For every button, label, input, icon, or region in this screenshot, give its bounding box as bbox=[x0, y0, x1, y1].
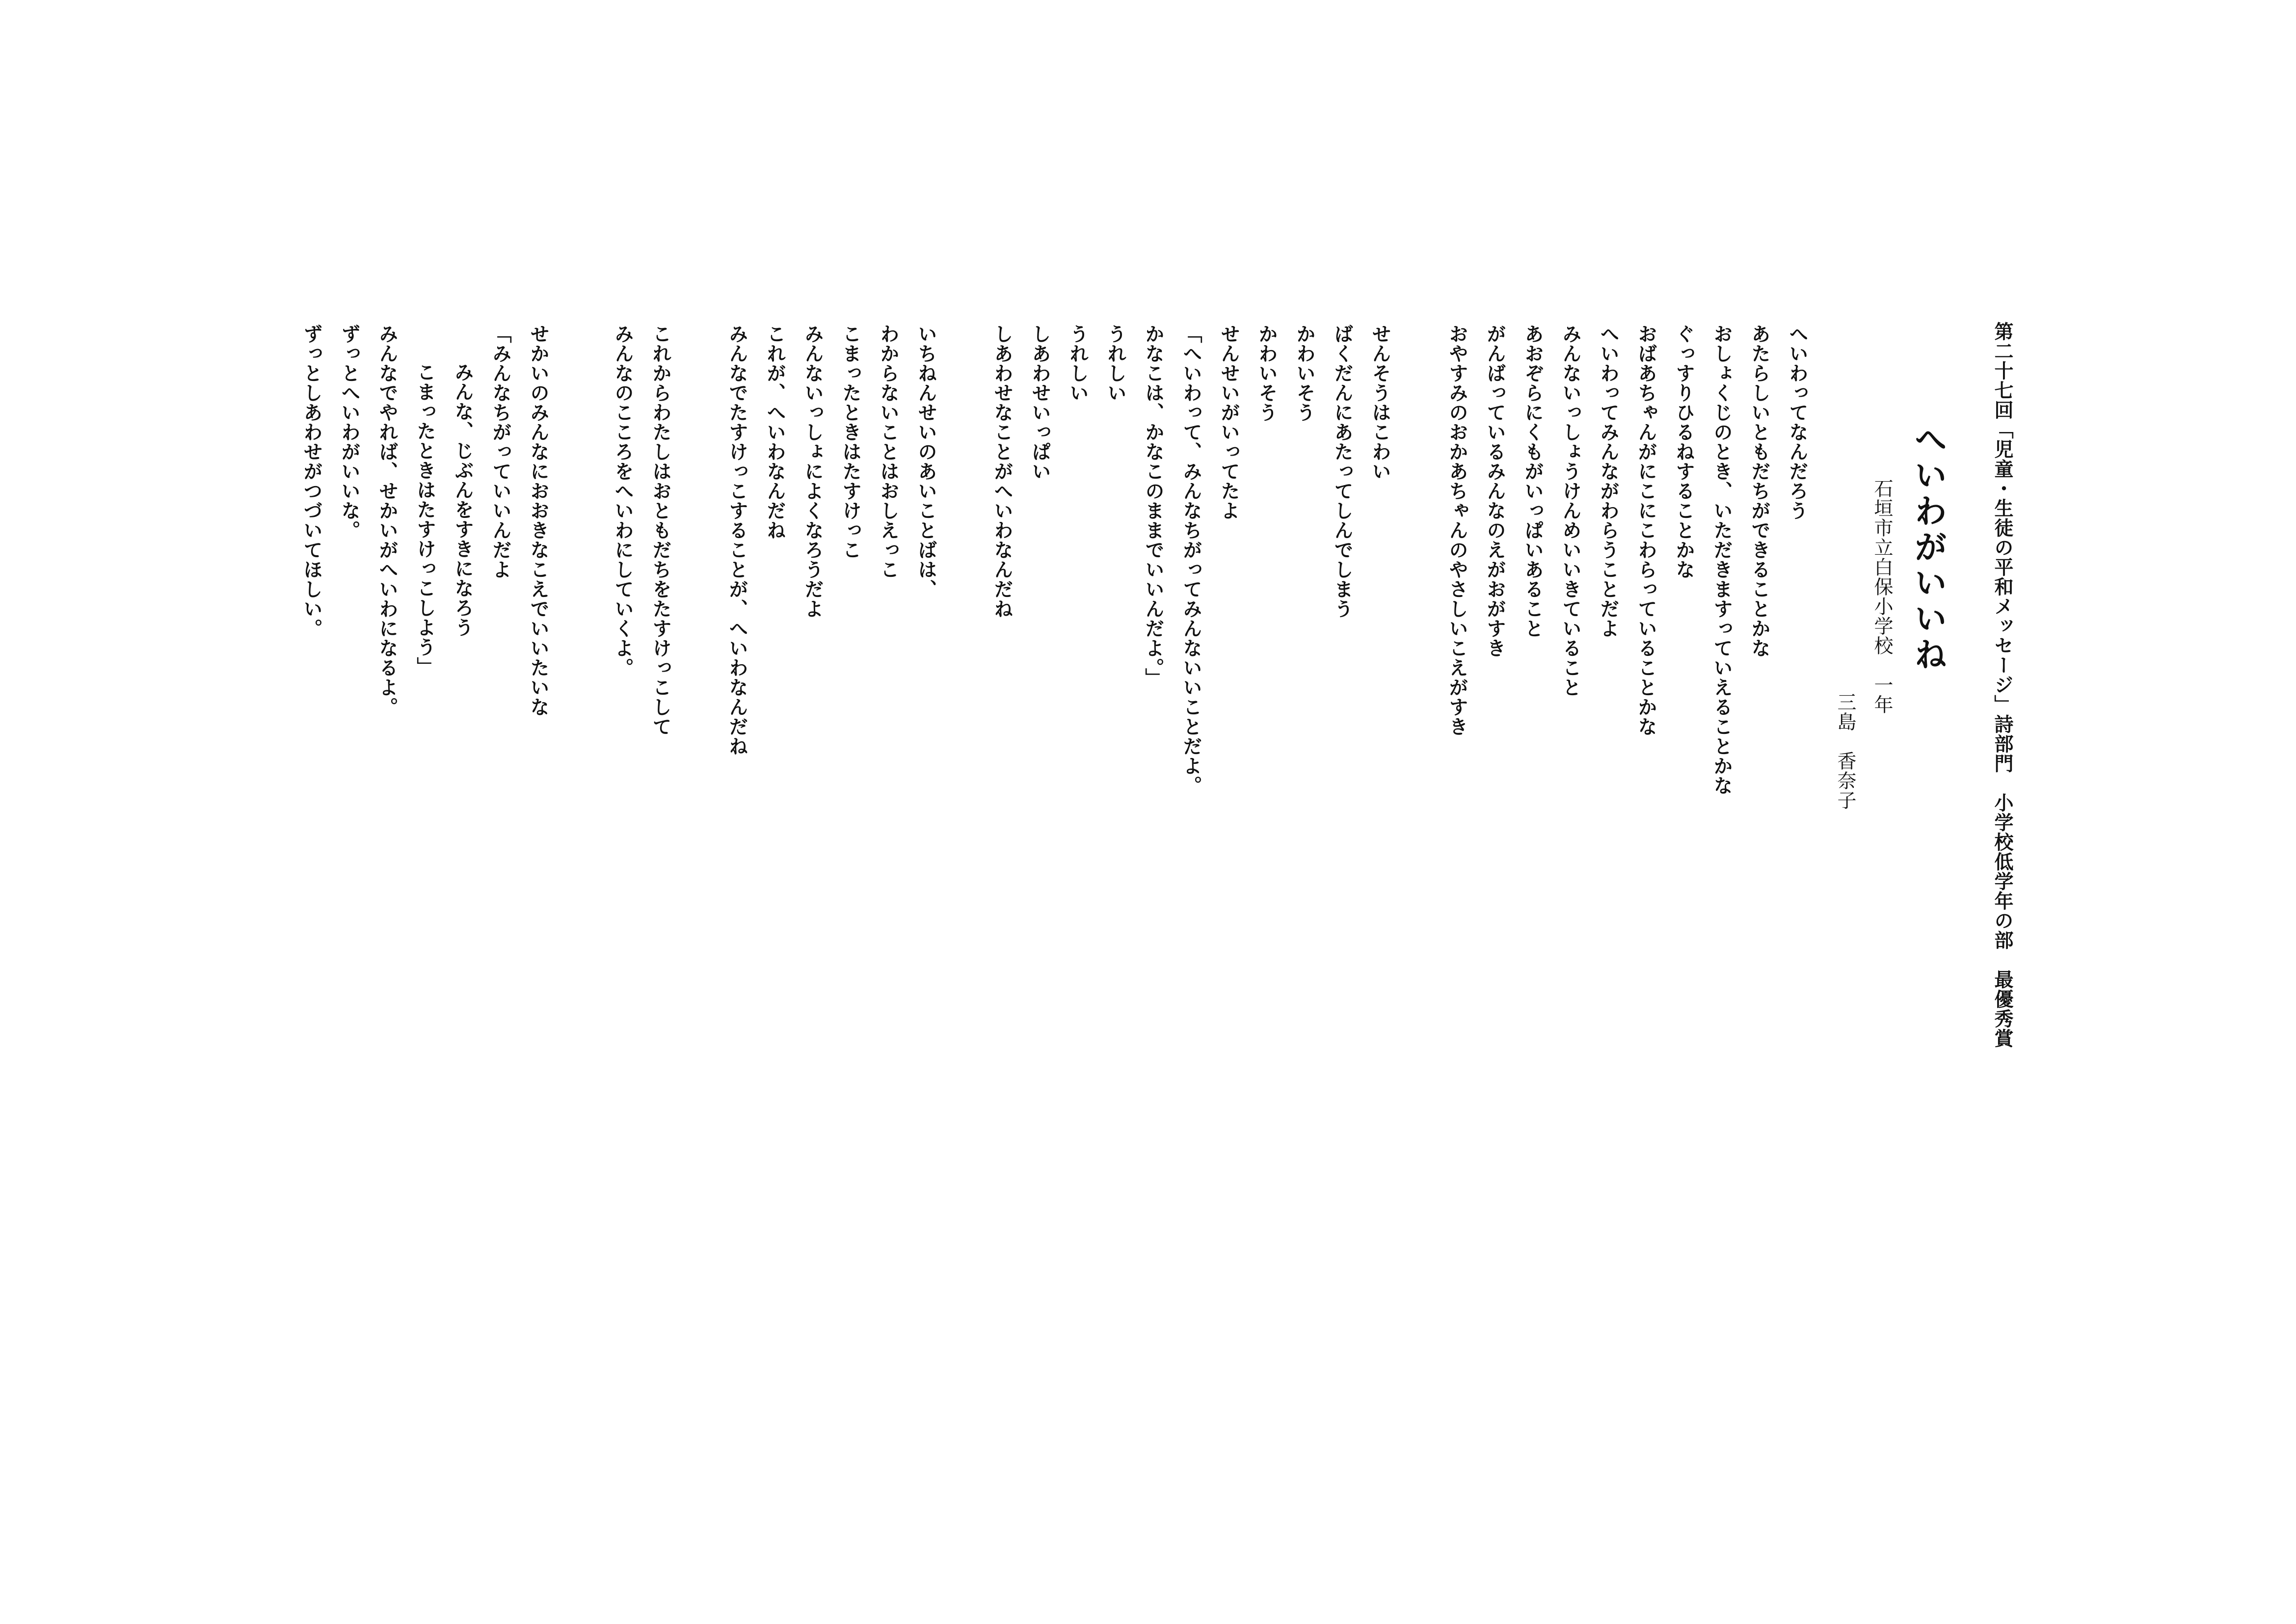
poem-line: こまったときはたすけっこ bbox=[839, 324, 861, 560]
poem-line: こまったときはたすけっこしよう」 bbox=[414, 362, 436, 677]
poem-line: ばくだんにあたってしんでしまう bbox=[1331, 324, 1353, 619]
school-name: 石垣市立白保小学校 一年 bbox=[1871, 479, 1893, 714]
poem-line: これからわたしはおともだちをたすけっこして bbox=[649, 324, 671, 736]
poem-line: 「みんなちがっていいんだよ bbox=[489, 324, 511, 579]
stanza-1 bbox=[1438, 324, 1816, 795]
poem-line: しあわせいっぱい bbox=[1029, 324, 1051, 481]
poem-line: わからないことはおしえっこ bbox=[877, 324, 899, 579]
poem-title: へいわがいいね bbox=[1909, 422, 1948, 673]
poem-line: みんないっしょうけんめいいきていること bbox=[1559, 324, 1581, 697]
poem-line: みんなでたすけっこすることが、へいわなんだね bbox=[726, 324, 748, 756]
poem-line: いちねんせいのあいことばは、 bbox=[915, 324, 937, 599]
poem-line: しあわせなことがへいわなんだね bbox=[991, 324, 1013, 619]
poem-line: ずっとへいわがいいな。 bbox=[338, 324, 360, 540]
poem-line: おしょくじのとき、いただきますっていえることかな bbox=[1710, 324, 1733, 795]
poem-line: 「へいわって、みんなちがってみんないいことだよ。 bbox=[1180, 324, 1202, 795]
poem-line: みんな、じぶんをすきになろう bbox=[452, 362, 474, 637]
poem-line: せんそうはこわい bbox=[1369, 324, 1391, 481]
poem-line: かわいそう bbox=[1255, 324, 1278, 422]
poem-line: みんなのこころをへいわにしていくよ。 bbox=[612, 324, 634, 677]
stanza-5 bbox=[293, 324, 557, 717]
poem-line: ぐっすりひるねすることかな bbox=[1673, 324, 1695, 579]
poem-line: せんせいがいってたよ bbox=[1218, 324, 1240, 520]
poem-line: へいわってみんながわらうことだよ bbox=[1597, 324, 1619, 638]
poem-line: かわいそう bbox=[1293, 324, 1315, 422]
poem-line: うれしい bbox=[1067, 324, 1089, 403]
author-name: 三島 香奈子 bbox=[1834, 692, 1856, 810]
poem-line: みんないっしょによくなろうだよ bbox=[801, 324, 824, 619]
award-header: 第二十七回「児童・生徒の平和メッセージ」詩部門 小学校低学年の部 最優秀賞 bbox=[1991, 322, 2014, 1048]
poem-line: あたらしいともだちができることかな bbox=[1748, 324, 1770, 658]
poem-line: ずっとしあわせがつづいてほしい。 bbox=[300, 324, 322, 638]
stanza-3 bbox=[718, 324, 945, 756]
poem-line: うれしい bbox=[1104, 324, 1126, 403]
poem-line: へいわってなんだろう bbox=[1786, 324, 1808, 520]
poem-line: がんばっているみんなのえがおがすき bbox=[1484, 324, 1506, 658]
poem-line: かなこは、かなこのままでいいんだよ。」 bbox=[1142, 324, 1164, 688]
stanza-4 bbox=[604, 324, 679, 736]
poem-line: おやすみのおかあちゃんのやさしいこえがすき bbox=[1446, 324, 1468, 736]
stanza-2 bbox=[983, 324, 1399, 795]
poem-line: おばあちゃんがにこにこわらっていることかな bbox=[1635, 324, 1657, 736]
poem-line: みんなでやれば、せかいがへいわになるよ。 bbox=[376, 324, 398, 717]
poem-line: これが、へいわなんだね bbox=[764, 324, 786, 540]
poem-line: あおぞらにくもがいっぱいあること bbox=[1522, 324, 1544, 638]
poem-line: せかいのみんなにおおきなこえでいいたいな bbox=[527, 324, 549, 717]
